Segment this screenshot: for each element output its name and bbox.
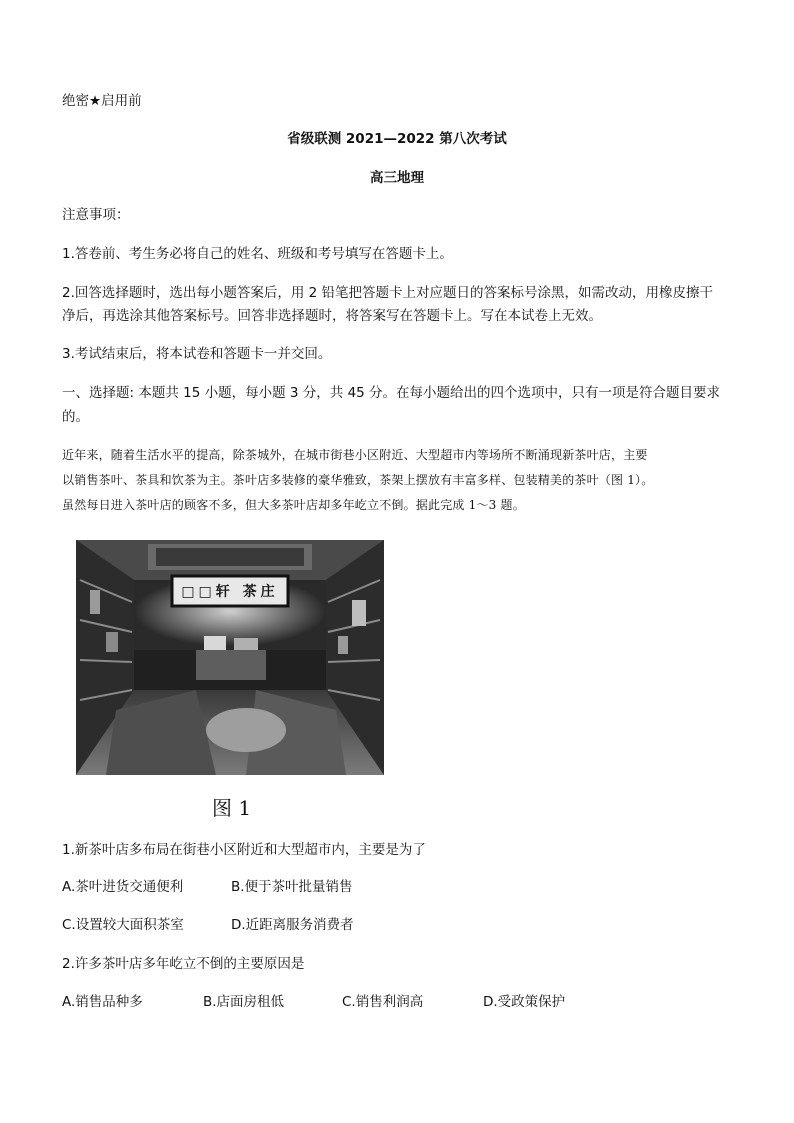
q2-option-d: D.受政策保护	[483, 994, 566, 1010]
q1-option-d: D.近距离服务消费者	[231, 917, 354, 933]
figure-caption: 图 1	[212, 796, 252, 820]
q1-option-b: B.便于茶叶批量销售	[231, 879, 353, 895]
notice-heading: 注意事项：	[62, 207, 130, 223]
exam-title: 省级联测 2021—2022 第八次考试	[287, 131, 507, 147]
passage-line-1: 近年来，随着生活水平的提高，除茶城外，在城市街巷小区附近、大型超市内等场所不断涌现新茶叶店，主要	[62, 448, 648, 462]
subject-title: 高三地理	[370, 170, 424, 186]
notice-item-3: 3.考试结束后，将本试卷和答题卡一并交回。	[62, 346, 332, 362]
q1-option-c: C.设置较大面积茶室	[62, 917, 184, 933]
section-instruction: 一、选择题: 本题共 15 小题，每小题 3 分，共 45 分。在每小题给出的四个选项中，只有一项是符合题目要求	[62, 385, 721, 401]
question-2-stem: 2.许多茶叶店多年屹立不倒的主要原因是	[62, 956, 305, 972]
tea-shop-photo	[76, 540, 384, 775]
section-instruction-cont: 的。	[62, 409, 89, 425]
notice-item-2-cont: 净后，再选涂其他答案标号。回答非选择题时，将答案写在答题卡上。写在本试卷上无效。	[62, 308, 602, 324]
q1-option-a: A.茶叶进货交通便利	[62, 879, 184, 895]
q2-option-c: C.销售利润高	[342, 994, 424, 1010]
shop-sign-text: □□轩 茶庄	[181, 584, 279, 600]
confidential-label: 绝密★启用前	[62, 93, 142, 109]
passage-line-3: 虽然每日进入茶叶店的顾客不多，但大多茶叶店却多年屹立不倒。据此完成 1～3 题。	[62, 498, 525, 512]
q2-option-b: B.店面房租低	[203, 994, 285, 1010]
notice-item-1: 1.答卷前、考生务必将自己的姓名、班级和考号填写在答题卡上。	[62, 246, 453, 262]
question-1-stem: 1.新茶叶店多布局在街巷小区附近和大型超市内，主要是为了	[62, 842, 426, 858]
q2-option-a: A.销售品种多	[62, 994, 143, 1010]
passage-line-2: 以销售茶叶、茶具和饮茶为主。茶叶店多装修的豪华雅致，茶架上摆放有丰富多样、包装精美的茶叶（图 1）。	[62, 473, 654, 487]
notice-item-2: 2.回答选择题时，选出每小题答案后，用 2 铅笔把答题卡上对应题日的答案标号涂黑，如需改动，用橡皮擦干	[62, 285, 714, 301]
